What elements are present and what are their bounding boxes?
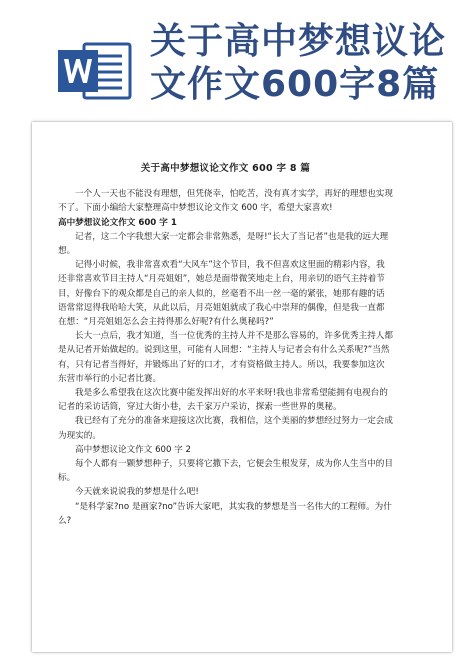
essay2-paragraph-2: 今天就来说说我的梦想是什么吧! <box>75 487 199 498</box>
essay1-paragraph-1: 记者，这二个字我想大家一定都会非常熟悉，是呀!“长大了当记者”也是我的远大理想。 <box>58 231 389 257</box>
essay1-heading: 高中梦想议论文作文 600 字 1 <box>58 217 177 228</box>
intro-paragraph: 一个人一天也不能没有理想，但凭侥幸，怕吃苦，没有真才实学，再好的理想也实现不了。下面小编给大家整理高中梦想议论文作文 600 字，希望大家喜欢! <box>58 189 393 214</box>
banner <box>0 0 474 112</box>
document-title: 关于高中梦想议论文作文 600 字 8 篇 <box>140 163 311 174</box>
banner-title-line1: 关于高中梦想议论 <box>150 21 447 62</box>
word-document-icon <box>58 42 132 100</box>
essay2-heading: 高中梦想议论文作文 600 字 2 <box>75 444 192 455</box>
essay1-paragraph-4: 我是多么希望我在这次比赛中能发挥出好的水平来呀!我也非常希望能拥有电视台的记者的采访话筒，穿过大街小巷，去千家万户采访，探索一些世界的奥秘。 <box>58 388 388 413</box>
essay1-paragraph-5: 我已经有了充分的准备来迎接这次比赛，我相信，这个美丽的梦想经过努力一定会成为现实的。 <box>58 416 393 441</box>
banner-title-line2: 文作文600字8篇 <box>150 64 440 105</box>
essay2-paragraph-3: “是科学家?no 是画家?no”告诉大家吧，其实我的梦想是当一名伟大的工程师。为什么? <box>58 501 392 526</box>
essay1-paragraph-3: 长大一点后，我才知道，当一位优秀的主持人并不是那么容易的，许多优秀主持人都是从记者开始做起的。说到这里，可能有人回想：“主持人与记者会有什么关系呢?”当然有，只有记者当得好，并锻炼出了好的口才，才有资格做主持人。所以，我要参加这次东营市举行的小记者比赛。 <box>58 331 393 384</box>
essay2-paragraph-1: 每个人都有一颗梦想种子，只要将它撒下去，它便会生根发芽，成为你人生当中的目标。 <box>58 459 393 484</box>
document-body <box>58 162 393 528</box>
essay1-paragraph-2: 记得小时候，我非常喜欢看“大风车”这个节目，我不但喜欢这里面的精彩内容，我还非常喜欢节目主持人“月亮姐姐”，她总是面带微笑地走上台，用亲切的语气主持着节目，好像台下的观众都是自己的亲人似的，丝毫看不出一丝一毫的紧张，她那有趣的话语常常逗得我哈哈大笑，从此以后，月亮姐姐就成了我心中崇拜的偶像，但是我一直都在想：“月亮姐姐怎么会主持得那么好呢?有什么奥秘吗?” <box>58 260 385 328</box>
banner-title <box>150 20 470 106</box>
